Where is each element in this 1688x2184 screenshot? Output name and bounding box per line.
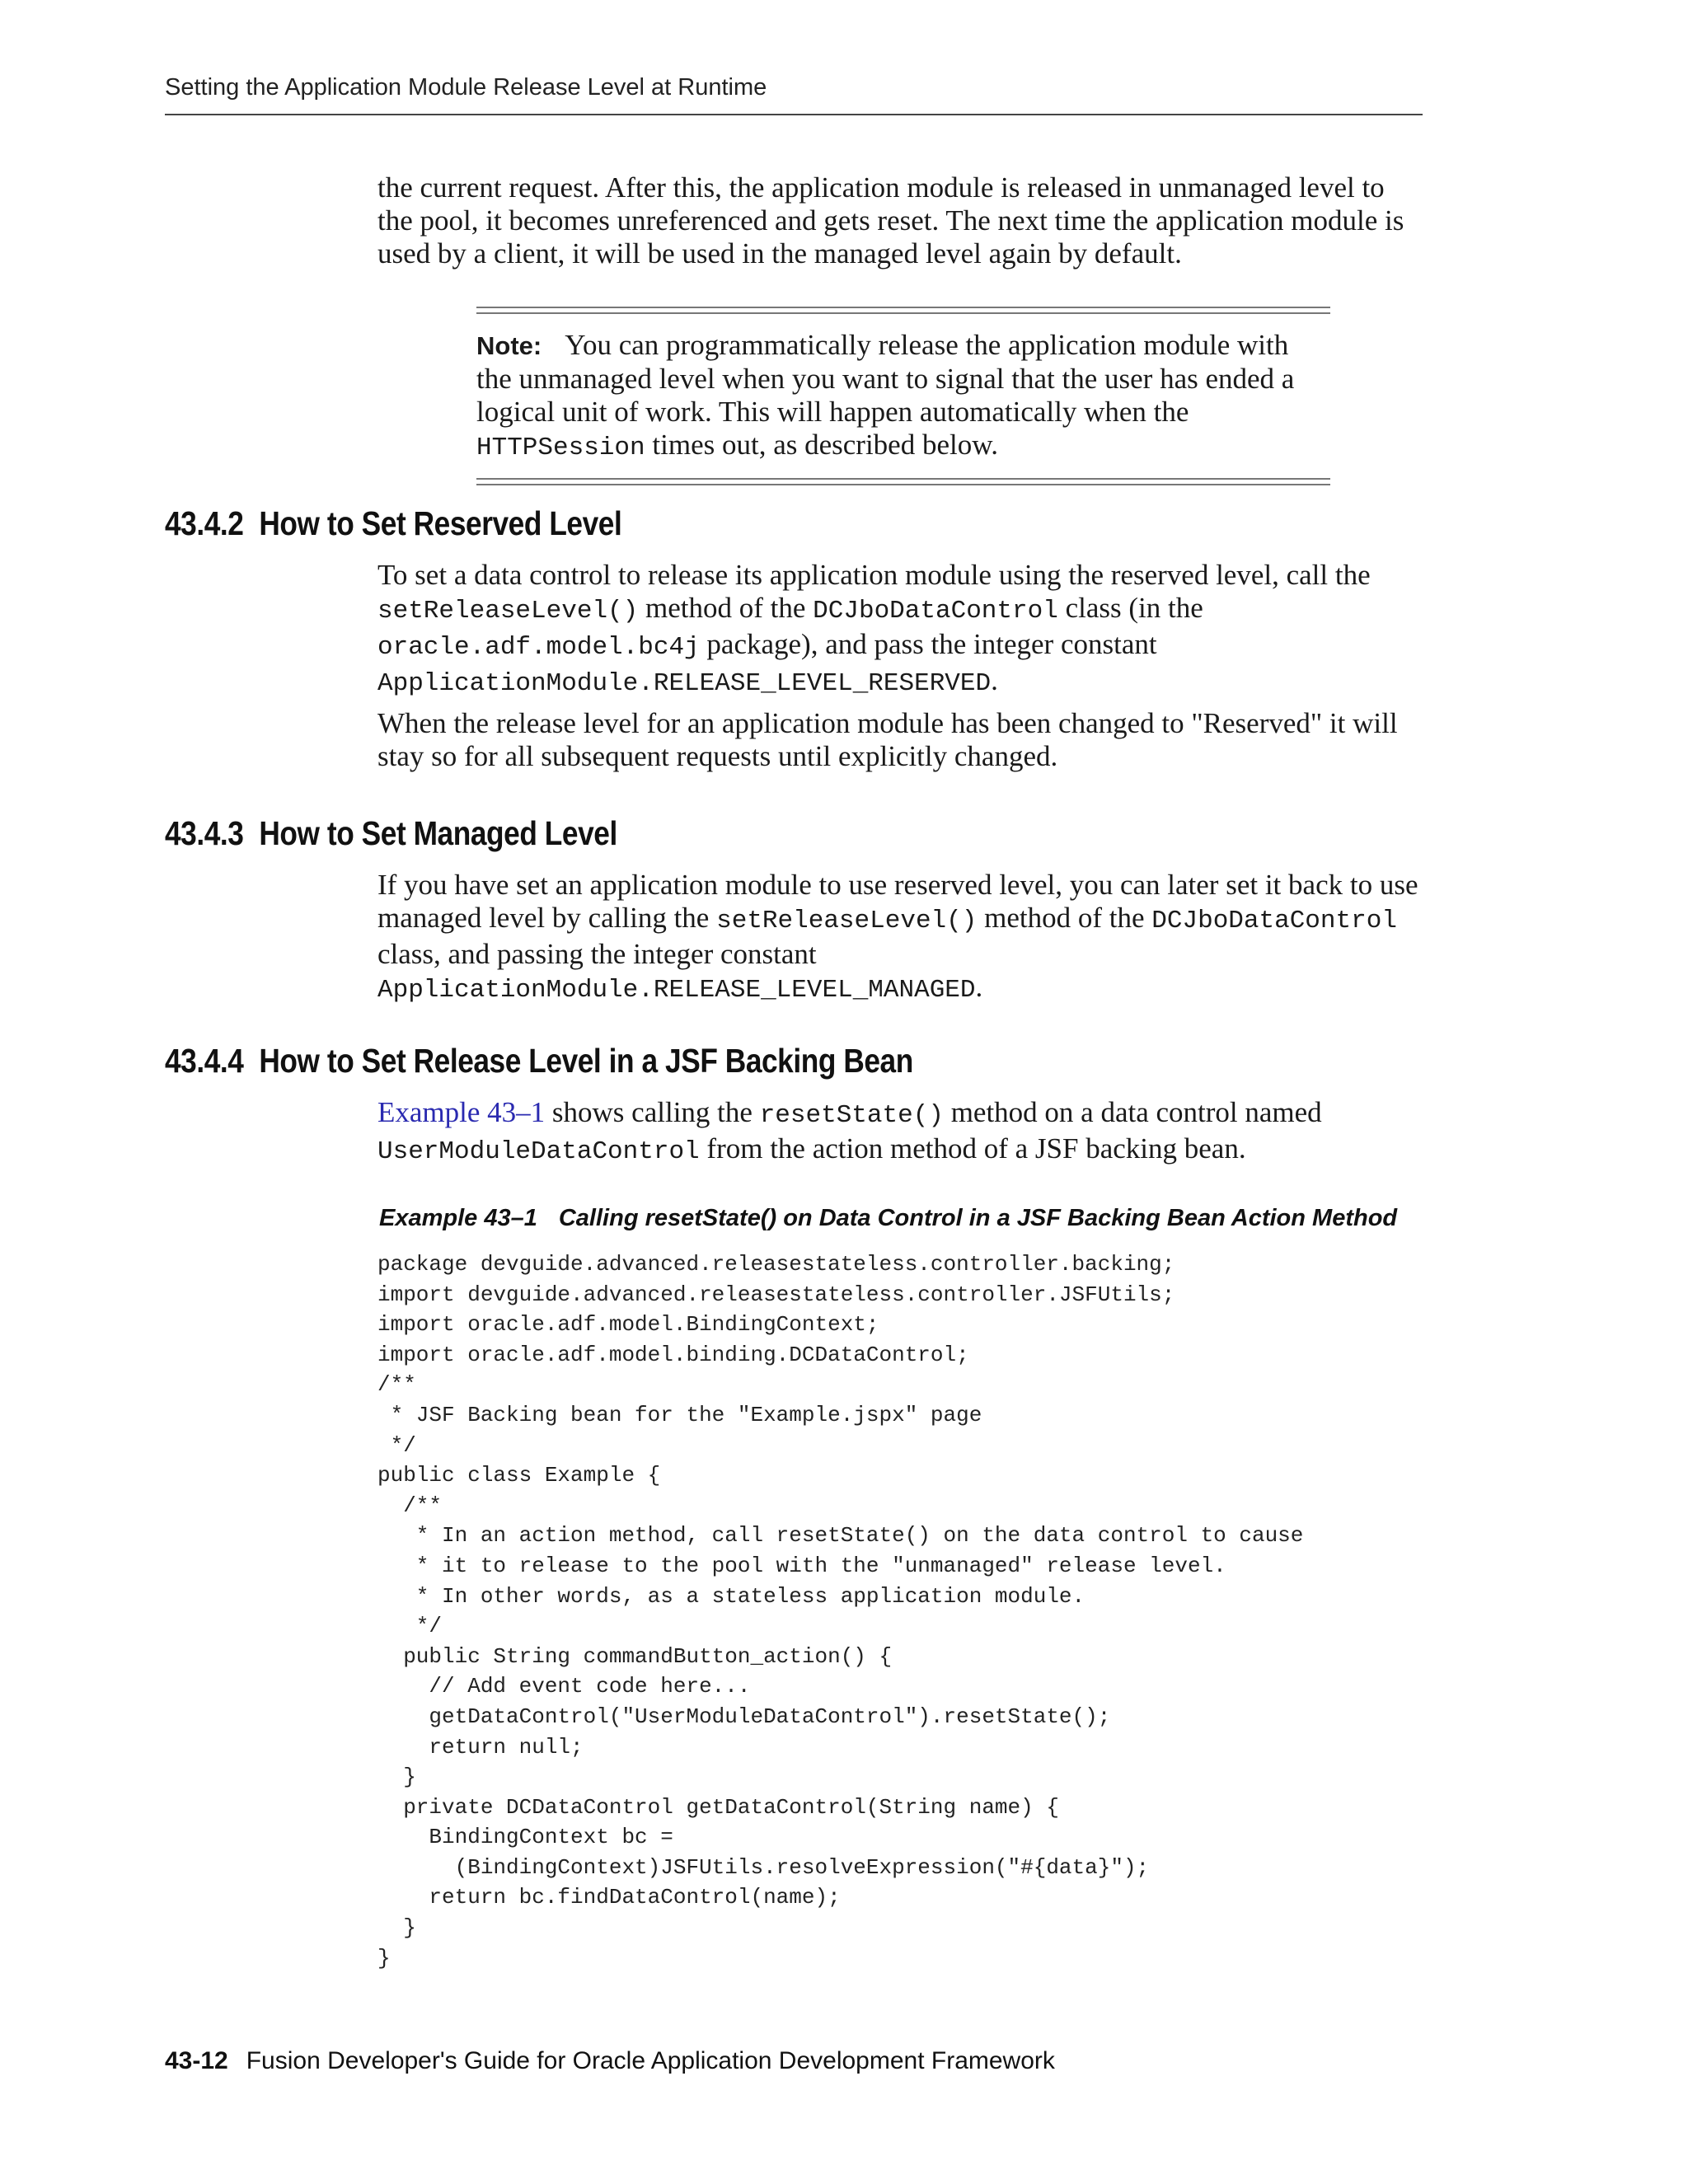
- code-run: ApplicationModule.RELEASE_LEVEL_MANAGED: [377, 976, 976, 1005]
- section-number: 43.4.2: [165, 504, 244, 542]
- reserved-paragraph-2: When the release level for an application module has been changed to "Reserved" it will stay so for all subsequent requests until explicitly changed.: [377, 707, 1398, 772]
- text-run: method of the: [638, 592, 814, 624]
- example-caption: [379, 1205, 1397, 1232]
- note-label: Note:: [476, 331, 542, 360]
- code-run: oracle.adf.model.bc4j: [377, 633, 700, 662]
- text-run: .: [991, 664, 998, 696]
- page-number: 43-12: [165, 2047, 228, 2074]
- text-run: If you have set an application module to use reserved level, you can later set it back to use managed level by calling the: [377, 869, 1418, 934]
- example-title: Calling resetState() on Data Control in a JSF Backing Bean Action Method: [558, 1205, 1398, 1231]
- reserved-paragraph-1: [377, 559, 1423, 701]
- text-run: class (in the: [1057, 592, 1203, 624]
- code-run: DCJboDataControl: [813, 597, 1058, 626]
- intro-paragraph: the current request. After this, the application module is released in unmanaged level to the pool, it becomes unreferenced and gets reset. The next time the application module is used by a client, it will be used in the managed level again by default.: [377, 171, 1404, 269]
- page-footer: [165, 2047, 1055, 2075]
- section-title: How to Set Reserved Level: [259, 504, 622, 542]
- code-run: resetState(): [759, 1101, 944, 1130]
- section-heading-jsf: [165, 1042, 913, 1080]
- text-run: class, and passing the integer constant: [377, 938, 817, 970]
- code-run: ApplicationModule.RELEASE_LEVEL_RESERVED: [377, 669, 992, 698]
- note-top-rule: [476, 307, 1330, 314]
- code-run: UserModuleDataControl: [377, 1137, 700, 1166]
- example-number: Example 43–1: [379, 1205, 537, 1231]
- note-text-part: times out, as described below.: [645, 429, 998, 461]
- example-link[interactable]: Example 43–1: [377, 1096, 546, 1128]
- section-number: 43.4.4: [165, 1042, 244, 1080]
- note-bottom-rule: [476, 478, 1330, 485]
- note-text: [476, 314, 1330, 478]
- text-run: method of the: [977, 902, 1152, 934]
- note-code: HTTPSession: [476, 434, 645, 462]
- section-heading-managed: [165, 814, 617, 853]
- code-listing: package devguide.advanced.releasestateless.controller.backing; import devguide.advanced.releasestateless.controller.JSFUtils; import oracle.adf.model.BindingContext; import oracle.adf.model.binding.DCDataControl; /** * JSF Backing bean for the "Example.jspx" page */ public class Example { /** * In an action method, call resetState() on the data control to cause * it to release to the pool with the "unmanaged" release level. * In other words, as a stateless application module. */ public String commandButton_action() { // Add event code here... getDataControl("UserModuleDataControl").resetState(); return null; } private DCDataControl getDataControl(String name) { BindingContext bc = (BindingContext)JSFUtils.resolveExpression("#{data}"); return bc.findDataControl(name); } }: [377, 1252, 1304, 1971]
- section-heading-reserved: [165, 504, 621, 543]
- code-run: DCJboDataControl: [1151, 907, 1397, 935]
- text-run: package), and pass the integer constant: [699, 628, 1157, 660]
- code-run: setReleaseLevel(): [716, 907, 978, 935]
- managed-paragraph: [377, 869, 1423, 1007]
- section-title: How to Set Managed Level: [259, 814, 617, 852]
- text-run: .: [975, 971, 983, 1003]
- section-number: 43.4.3: [165, 814, 244, 852]
- running-header: Setting the Application Module Release Level at Runtime: [165, 74, 767, 101]
- book-title: Fusion Developer's Guide for Oracle Application Development Framework: [246, 2047, 1055, 2074]
- header-rule: [165, 114, 1423, 115]
- text-run: To set a data control to release its application module using the reserved level, call the: [377, 559, 1371, 591]
- text-run: from the action method of a JSF backing bean.: [699, 1132, 1246, 1165]
- text-run: method on a data control named: [943, 1096, 1322, 1128]
- section-title: How to Set Release Level in a JSF Backing Bean: [259, 1042, 913, 1080]
- jsf-paragraph: [377, 1096, 1423, 1169]
- note-text-part: You can programmatically release the application module with the unmanaged level when you want to signal that the user has ended a logical unit of work. This will happen automatically when the: [476, 329, 1295, 428]
- text-run: shows calling the: [545, 1096, 760, 1128]
- note-box: [476, 307, 1330, 485]
- code-run: setReleaseLevel(): [377, 597, 639, 626]
